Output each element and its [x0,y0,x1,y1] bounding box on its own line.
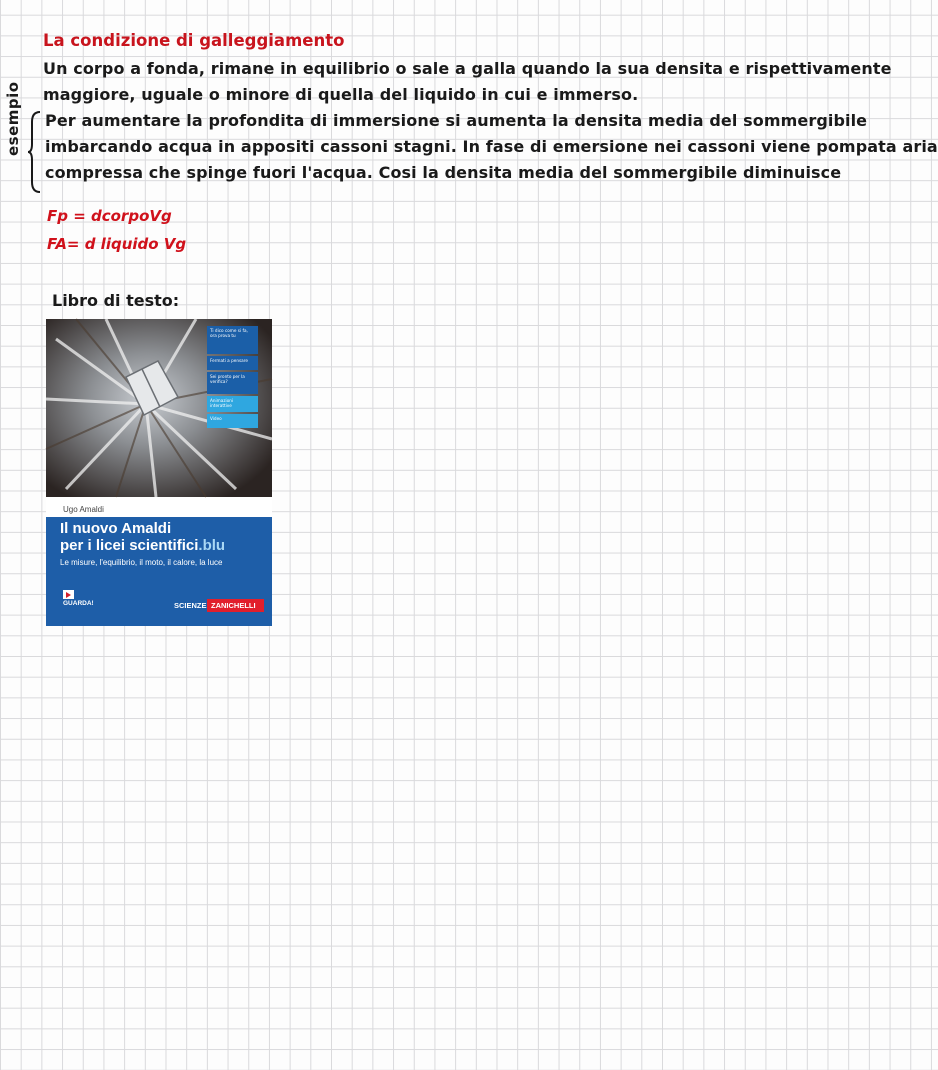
textbook-cover [46,319,272,626]
formula-buoyant-force: FA= d liquido Vg [47,235,187,253]
example-line: Per aumentare la profondita di immersione si aumenta la densita media del sommergibile [45,111,868,130]
book-subtitle: Le misure, l'equilibrio, il moto, il calore, la luce [60,558,223,567]
panel-item: Fermati a pensare [207,356,258,370]
example-line: compressa che spinge fuori l'acqua. Cosi la densita media del sommergibile diminuisce [45,163,842,182]
book-title [60,520,225,554]
paragraph-floating-condition [43,56,892,108]
cover-title-band [46,517,272,626]
cover-photo [46,319,272,497]
brace-bracket [28,110,42,194]
guarda-label: GUARDA! [63,600,94,607]
series-label: SCIENZE [174,601,207,610]
guarda-logo [63,590,94,607]
play-icon [63,590,74,599]
panel-item: Sei pronto per la verifica? [207,372,258,394]
paragraph-line: maggiore, uguale o minore di quella del liquido in cui e immerso. [43,85,639,104]
book-title-line1: Il nuovo Amaldi [60,520,172,537]
paragraph-line: Un corpo a fonda, rimane in equilibrio o sale a galla quando la sua densita e rispettivamente [43,59,892,78]
book-title-line2: per i licei scientifici [60,537,199,554]
book-author: Ugo Amaldi [63,505,104,514]
panel-item: Video [207,414,258,428]
panel-item: Ti dico come si fa, ora prova tu [207,326,258,354]
book-title-suffix: .blu [198,537,226,554]
panel-item: Animazioni interattive [207,396,258,412]
example-side-label: esempio [4,81,22,156]
example-line: imbarcando acqua in appositi cassoni stagni. In fase di emersione nei cassoni viene pompata aria [45,137,938,156]
example-paragraph [45,108,938,186]
formula-weight-force: Fp = dcorpoVg [47,207,172,225]
textbook-label: Libro di testo: [52,291,180,310]
cover-menu-panel [207,326,258,428]
note-title: La condizione di galleggiamento [43,31,345,50]
publisher-label: ZANICHELLI [207,599,264,612]
